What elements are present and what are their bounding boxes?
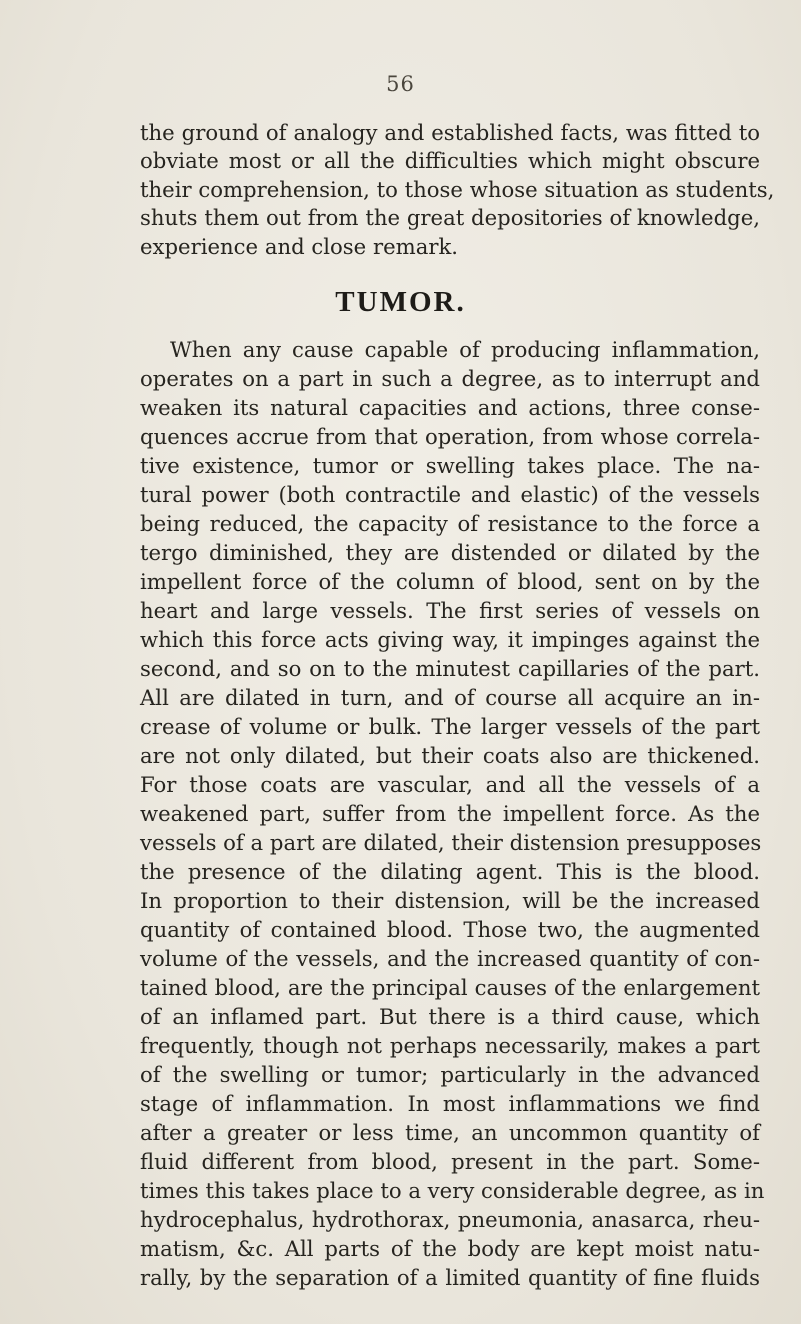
text-line: For those coats are vascular, and all the vessels of a xyxy=(140,772,760,797)
text-line: frequently, though not perhaps necessarily, makes a part xyxy=(140,1033,760,1058)
text-line: hydrocephalus, hydrothorax, pneumonia, anasarca, rheu- xyxy=(140,1207,760,1232)
text-line: All are dilated in turn, and of course all acquire an in- xyxy=(140,685,760,710)
text-line: tergo diminished, they are distended or dilated by the xyxy=(140,540,760,565)
text-line: heart and large vessels. The first series of vessels on xyxy=(140,598,760,623)
text-line: In proportion to their distension, will be the increased xyxy=(140,888,760,913)
text-line: which this force acts giving way, it impinges against the xyxy=(140,627,760,652)
text-line: obviate most or all the difficulties which might obscure xyxy=(140,148,760,173)
text-line: of the swelling or tumor; particularly in the advanced xyxy=(140,1062,760,1087)
text-line: quantity of contained blood. Those two, the augmented xyxy=(140,917,760,942)
text-line: experience and close remark. xyxy=(140,234,459,259)
text-line: crease of volume or bulk. The larger vessels of the part xyxy=(140,714,760,739)
text-line: weakened part, suffer from the impellent force. As the xyxy=(140,801,760,826)
text-line: are not only dilated, but their coats also are thickened. xyxy=(140,743,760,768)
text-line: the presence of the dilating agent. This is the blood. xyxy=(140,859,760,884)
text-line: rally, by the separation of a limited quantity of fine fluids xyxy=(140,1265,760,1290)
text-line: quences accrue from that operation, from whose correla- xyxy=(140,424,760,449)
text-line: of an inflamed part. But there is a third cause, which xyxy=(140,1004,760,1029)
text-line: fluid different from blood, present in the part. Some- xyxy=(140,1149,760,1174)
text-line: tained blood, are the principal causes of the enlargement xyxy=(140,975,760,1000)
text-line: their comprehension, to those whose situation as students, xyxy=(140,177,775,202)
text-line: operates on a part in such a degree, as to interrupt and xyxy=(140,366,760,391)
text-line: impellent force of the column of blood, sent on by the xyxy=(140,569,760,594)
text-line: tive existence, tumor or swelling takes place. The na- xyxy=(140,453,760,478)
text-line: weaken its natural capacities and actions, three conse- xyxy=(140,395,760,420)
text-line: times this takes place to a very considerable degree, as in xyxy=(140,1178,765,1203)
text-line: matism, &c. All parts of the body are kept moist natu- xyxy=(140,1236,760,1261)
text-line: volume of the vessels, and the increased quantity of con- xyxy=(140,946,760,971)
text-line: When any cause capable of producing inflammation, xyxy=(170,337,760,362)
page-number: 56 xyxy=(386,72,415,96)
text-line: vessels of a part are dilated, their distension presupposes xyxy=(140,830,762,855)
text-line: tural power (both contractile and elastic) of the vessels xyxy=(140,482,760,507)
text-line: being reduced, the capacity of resistance to the force a xyxy=(140,511,760,536)
section-heading: TUMOR. xyxy=(335,286,466,318)
text-line: stage of inflammation. In most inflammations we find xyxy=(140,1091,760,1116)
text-line: second, and so on to the minutest capillaries of the part. xyxy=(140,656,760,681)
text-line: after a greater or less time, an uncommon quantity of xyxy=(140,1120,760,1145)
text-line: the ground of analogy and established facts, was fitted to xyxy=(140,120,760,145)
text-line: shuts them out from the great depositories of knowledge, xyxy=(140,205,760,230)
